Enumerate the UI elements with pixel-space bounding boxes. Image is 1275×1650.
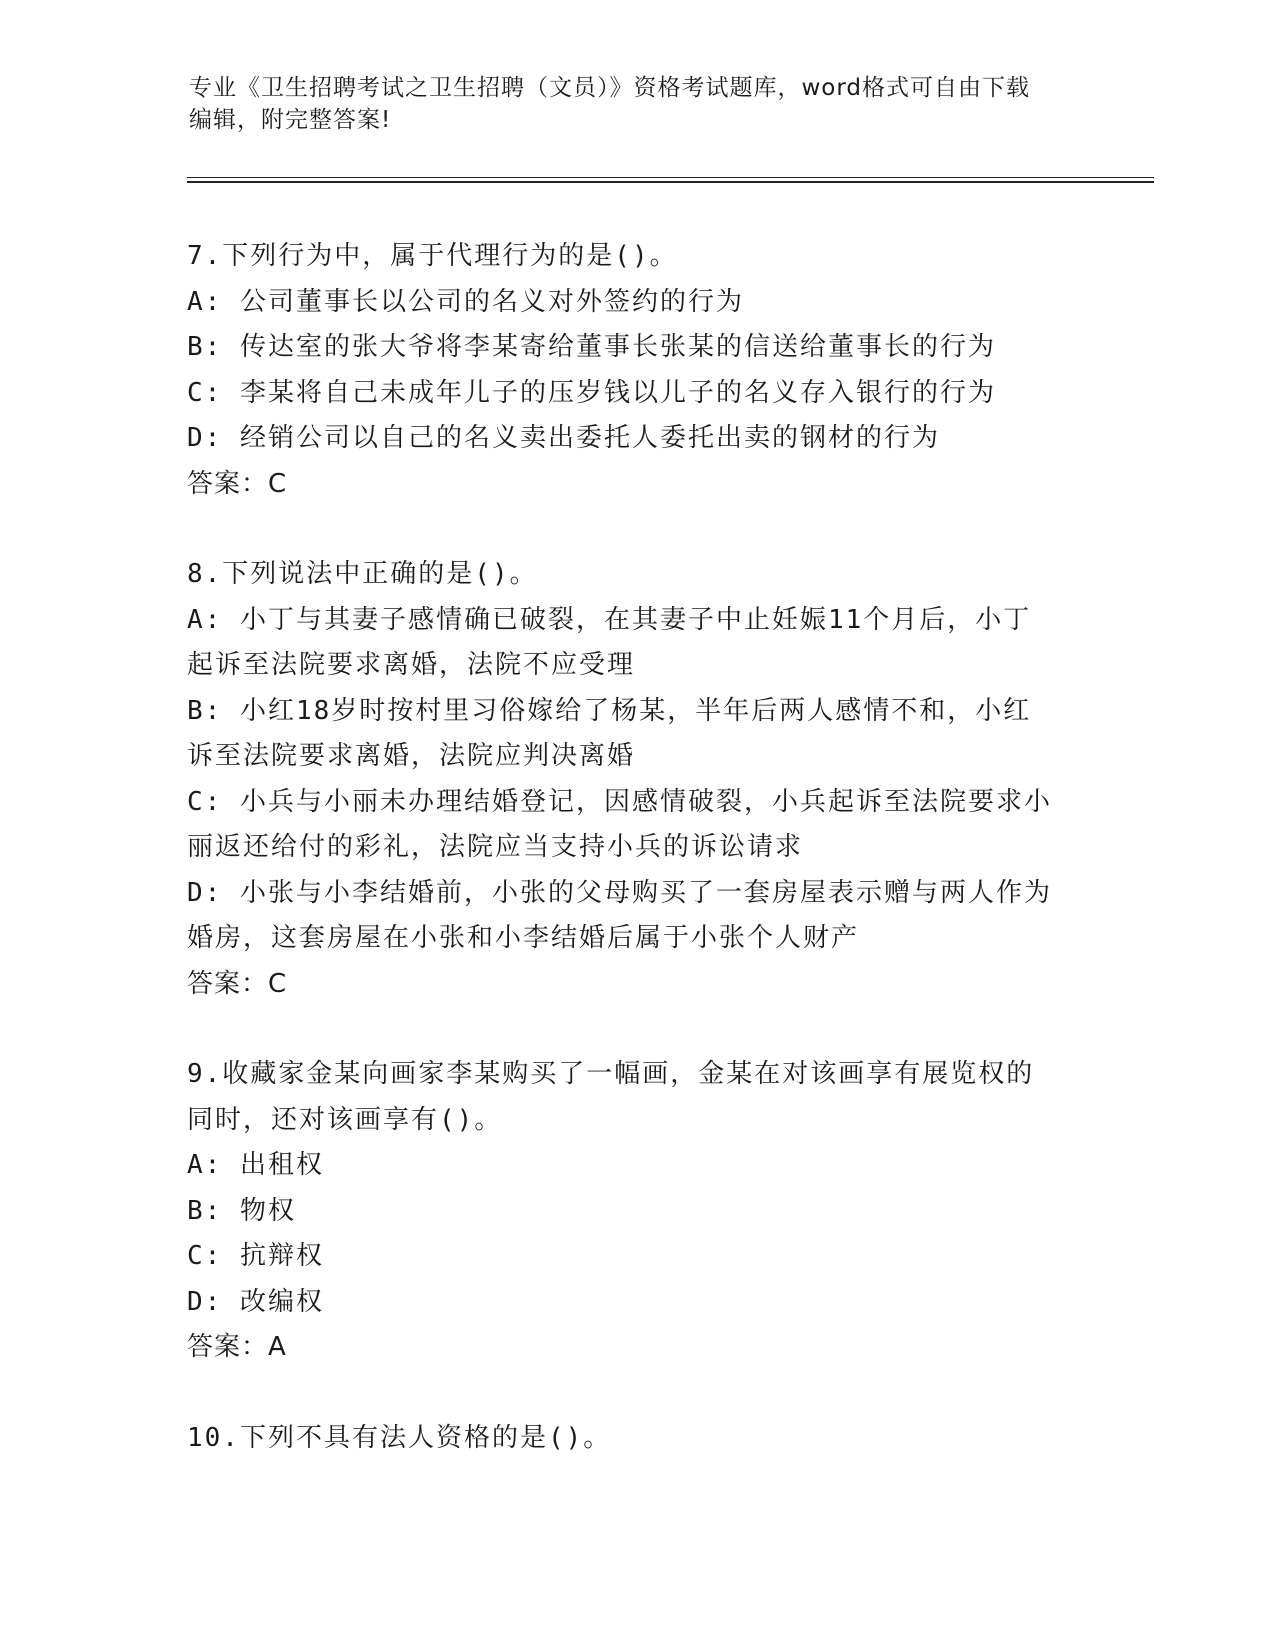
answer-option: D: 经销公司以自己的名义卖出委托人委托出卖的钢材的行为 <box>187 423 940 453</box>
document-header <box>189 72 1089 136</box>
answer-option: A: 出租权 <box>187 1150 324 1180</box>
answer-option: C: 小兵与小丽未办理结婚登记，因感情破裂，小兵起诉至法院要求小 <box>187 786 1052 817</box>
question-stem: 9.收藏家金某向画家李某购买了一幅画，金某在对该画享有展览权的 <box>187 1059 1035 1089</box>
answer-option: C: 抗辩权 <box>187 1241 324 1271</box>
question-list <box>187 234 1087 1461</box>
answer-option: B: 物权 <box>187 1195 296 1226</box>
correct-answer: 答案：C <box>187 968 288 999</box>
question-block <box>187 1052 1087 1371</box>
correct-answer: 答案：A <box>187 1332 287 1362</box>
question-stem: 同时，还对该画享有()。 <box>187 1104 503 1135</box>
header-line-1: 专业《卫生招聘考试之卫生招聘（文员）》资格考试题库，word格式可自由下载 <box>189 75 1031 101</box>
question-spacer <box>187 1371 1087 1416</box>
correct-answer: 答案：C <box>187 468 288 499</box>
header-divider-thick <box>187 181 1154 183</box>
answer-option: 诉至法院要求离婚，法院应判决离婚 <box>187 741 636 771</box>
question-stem: 10.下列不具有法人资格的是()。 <box>187 1422 612 1453</box>
header-divider-thin <box>187 177 1154 178</box>
question-spacer <box>187 1007 1087 1052</box>
question-block <box>187 234 1087 507</box>
question-stem: 7.下列行为中，属于代理行为的是()。 <box>187 241 678 271</box>
answer-option: A: 公司董事长以公司的名义对外签约的行为 <box>187 286 744 317</box>
answer-option: 起诉至法院要求离婚，法院不应受理 <box>187 650 636 680</box>
answer-option: 婚房，这套房屋在小张和小李结婚后属于小张个人财产 <box>187 923 860 953</box>
answer-option: B: 小红18岁时按村里习俗嫁给了杨某，半年后两人感情不和，小红 <box>187 695 1032 726</box>
answer-option: B: 传达室的张大爷将李某寄给董事长张某的信送给董事长的行为 <box>187 332 996 362</box>
answer-option: A: 小丁与其妻子感情确已破裂，在其妻子中止妊娠11个月后，小丁 <box>187 604 1032 635</box>
question-spacer <box>187 507 1087 552</box>
question-stem: 8.下列说法中正确的是()。 <box>187 559 538 589</box>
answer-option: C: 李某将自己未成年儿子的压岁钱以儿子的名义存入银行的行为 <box>187 377 996 408</box>
question-block <box>187 552 1087 1007</box>
answer-option: D: 小张与小李结婚前，小张的父母购买了一套房屋表示赠与两人作为 <box>187 877 1052 908</box>
header-line-2: 编辑，附完整答案! <box>189 107 392 133</box>
answer-option: D: 改编权 <box>187 1286 324 1317</box>
question-block <box>187 1416 1087 1462</box>
answer-option: 丽返还给付的彩礼，法院应当支持小兵的诉讼请求 <box>187 832 804 862</box>
